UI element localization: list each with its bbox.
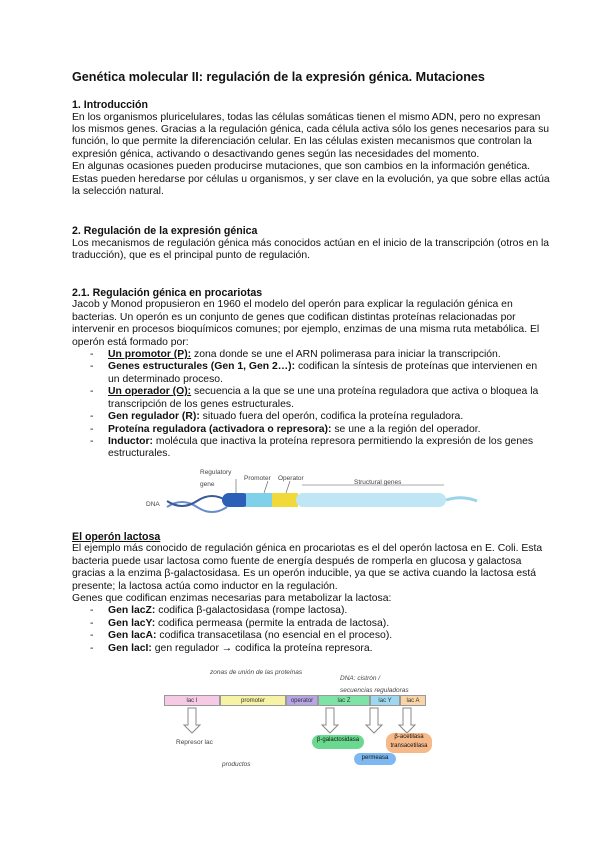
list-item: - Proteína reguladora (activadora o represora): se une a la región del operador. bbox=[90, 424, 550, 436]
permease-blob: permeasa bbox=[354, 753, 396, 765]
document-page bbox=[72, 70, 550, 785]
operon-dna-illustration bbox=[72, 467, 550, 523]
lacZ-segment: lac Z bbox=[318, 695, 370, 706]
promoter-label: Promoter bbox=[244, 474, 271, 482]
operator-segment: operator bbox=[286, 695, 318, 706]
lac-paragraph-1: El ejemplo más conocido de regulación génica en procariotas es el del operón lactosa en E. Coli. Esta bacteria puede usar lactosa como fuente de energía después de romperla en glucosa y galactosa gracias a la enzima β-galactosidasa. Es un operón inducible, ya que se activa cuando la lactosa está presente; la lactosa actúa como inductor en la regulación. bbox=[72, 543, 543, 592]
lac-operon-heading: El operón lactosa bbox=[72, 530, 161, 543]
list-item: - Gen lacY: codifica permeasa (permite la entrada de lactosa). bbox=[90, 618, 550, 630]
operon-components-list bbox=[72, 349, 550, 461]
binding-zones-label: zonas de unión de las proteínas bbox=[210, 668, 303, 676]
operator-label: Operator bbox=[278, 474, 304, 482]
regulatory-gene-label: Regulatory gene bbox=[200, 468, 232, 489]
list-item: - Inductor: molécula que inactiva la proteína represora permitiendo la expresión de los genes estructurales. bbox=[90, 436, 550, 461]
operon-diagram bbox=[72, 467, 550, 523]
intro-paragraph-2: En algunas ocasiones pueden producirse mutaciones, que son cambios en la información genética. Estas pueden heredarse por células u organismos, y ser clave en la evolución, ya que sobre ellas actúa la selección natural. bbox=[72, 161, 550, 198]
list-item: - Gen lacI: gen regulador → codifica la proteína represora. bbox=[90, 643, 550, 655]
intro-paragraph-1: En los organismos pluricelulares, todas las células somáticas tienen el mismo ADN, pero no expresan los mismos genes. Gracias a la regulación génica, cada célula activa sólo los genes necesarios para su función, lo que permite la diferenciación celular. En las células existen mecanismos que controlan la expresión génica, activando o desactivando genes según las necesidades del momento. bbox=[72, 111, 550, 160]
repressor-label: Represor lac bbox=[176, 738, 213, 746]
lac-paragraph-2: Genes que codifican enzimas necesarias para metabolizar la lactosa: bbox=[72, 592, 392, 604]
regulation-paragraph: Los mecanismos de regulación génica más conocidos actúan en el inicio de la transcripción (otros en la traducción), que es el principal punto de regulación. bbox=[72, 238, 550, 262]
dna-label: DNA bbox=[146, 500, 160, 508]
list-item: - Un operador (O): secuencia a la que se une una proteína reguladora que activa o bloquea la transcripción de los genes estructurales. bbox=[90, 386, 550, 411]
dna-cistron-label: DNA: cistrón / secuencias reguladoras bbox=[340, 674, 409, 695]
lac-genes-list bbox=[72, 605, 550, 655]
products-label: productos bbox=[222, 760, 251, 768]
promoter-segment: promoter bbox=[220, 695, 286, 706]
transacetylase-blob: β-acetilasa transacetilasa bbox=[386, 733, 432, 753]
document-title: Genética molecular II: regulación de la expresión génica. Mutaciones bbox=[72, 70, 485, 84]
list-item: - Gen lacA: codifica transacetilasa (no esencial en el proceso). bbox=[90, 630, 550, 642]
list-item: - Gen regulador (R): situado fuera del operón, codifica la proteína reguladora. bbox=[90, 411, 550, 423]
lac-arrows bbox=[72, 667, 550, 785]
lac-operon-diagram bbox=[72, 667, 550, 785]
list-item: - Gen lacZ: codifica β-galactosidasa (rompe lactosa). bbox=[90, 605, 550, 617]
prokaryotes-heading: 2.1. Regulación génica en procariotas bbox=[72, 286, 263, 299]
list-item: - Genes estructurales (Gen 1, Gen 2…): codifican la síntesis de proteínas que intervienen en un determinado proceso. bbox=[90, 361, 550, 386]
list-item: - Un promotor (P): zona donde se une el ARN polimerasa para iniciar la transcripción. bbox=[90, 349, 550, 361]
lacY-segment: lac Y bbox=[370, 695, 400, 706]
lacA-segment: lac A bbox=[400, 695, 426, 706]
intro-heading: 1. Introducción bbox=[72, 99, 148, 111]
prokaryotes-paragraph: Jacob y Monod propusieron en 1960 el modelo del operón para explicar la regulación génica en bacterias. Un operón es un conjunto de genes que codifican distintas proteínas relacionadas por intervenir en procesos bioquímicos comunes; por ejemplo, enzimas de una misma ruta metabólica. El operón está formado por: bbox=[72, 299, 540, 348]
lacI-segment: lac I bbox=[164, 695, 220, 706]
regulation-heading: 2. Regulación de la expresión génica bbox=[72, 225, 258, 238]
bgal-blob: β-galactosidasa bbox=[312, 735, 364, 749]
structural-genes-label: Structural genes bbox=[354, 478, 402, 486]
